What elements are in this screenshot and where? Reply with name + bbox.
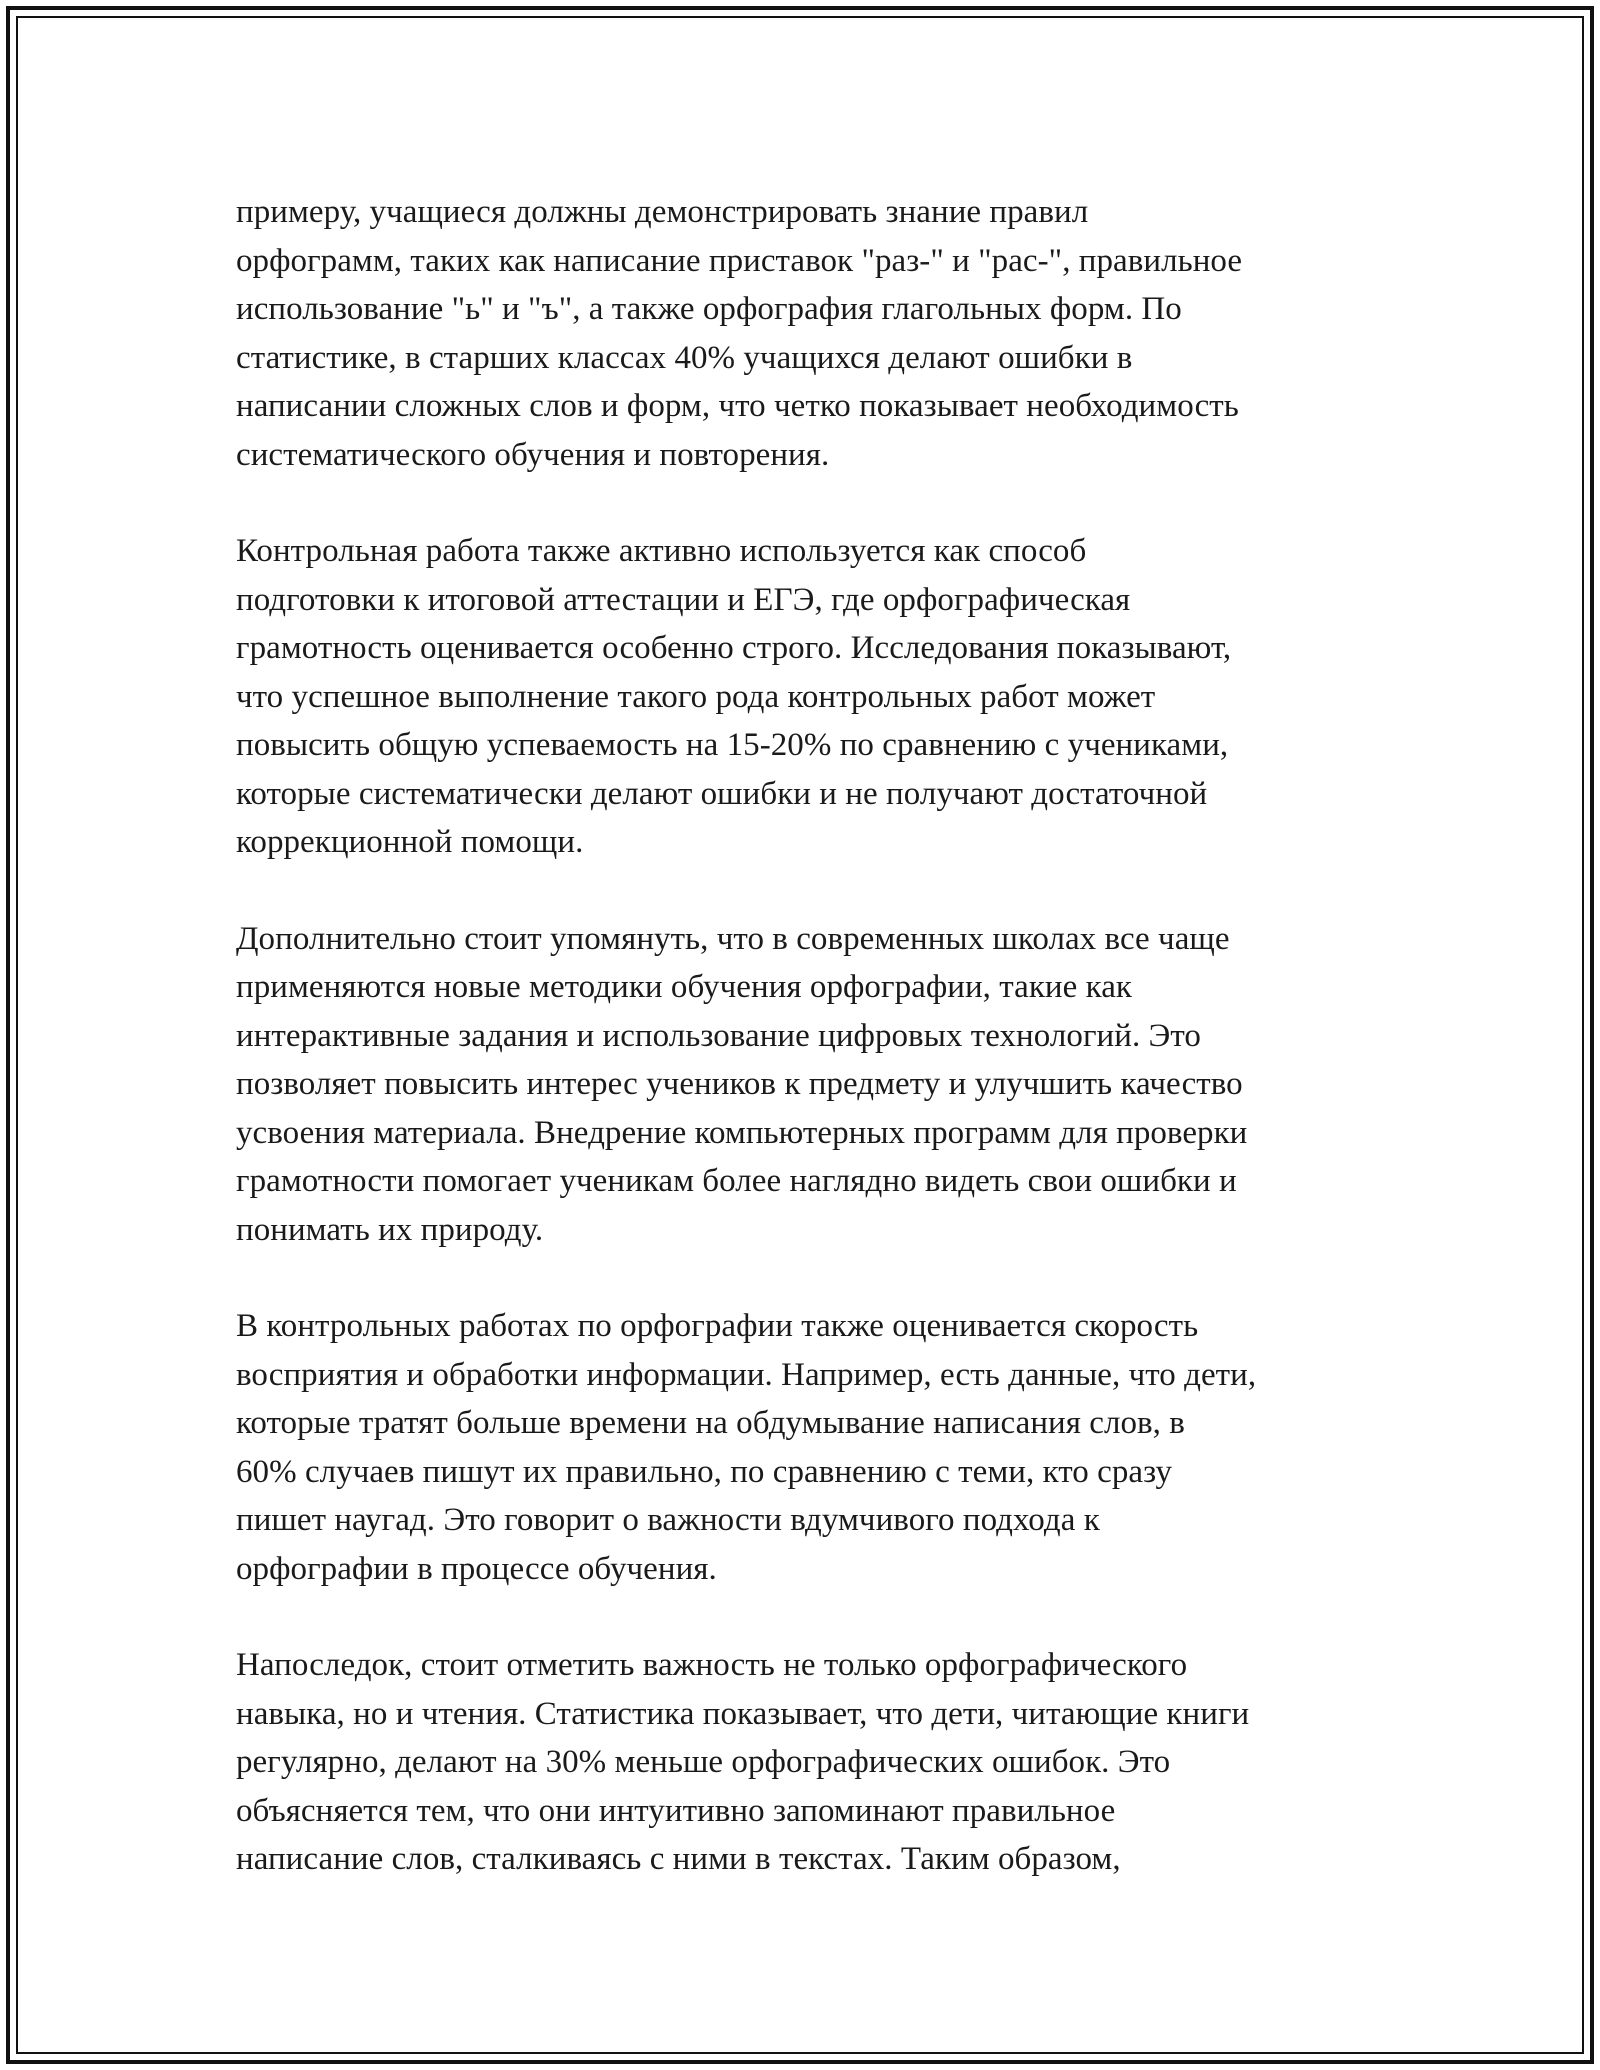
- paragraph-5: Напоследок, стоит отметить важность не только орфографического навыка, но и чтения. Статистика показывает, что дети, читающие книги регулярно, делают на 30% меньше орфографических ошибок. Это объясняется тем, что они интуитивно запоминают правильное написание слов, сталкиваясь с ними в текстах. Таким образом,: [236, 1647, 1250, 1877]
- paragraph-2: Контрольная работа также активно используется как способ подготовки к итоговой аттестации и ЕГЭ, где орфографическая грамотность оценивается особенно строго. Исследования показывают, что успешное выполнение такого рода контрольных работ может повысить общую успеваемость на 15-20% по сравнению с учениками, которые систематически делают ошибки и не получают достаточной коррекционной помощи.: [236, 533, 1232, 860]
- document-body: [236, 188, 1396, 1932]
- paragraph-4: В контрольных работах по орфографии также оценивается скорость восприятия и обработки информации. Например, есть данные, что дети, которые тратят больше времени на обдумывание написания слов, в 60% случаев пишут их правильно, по сравнению с теми, кто сразу пишет наугад. Это говорит о важности вдумчивого подхода к орфографии в процессе обучения.: [236, 1308, 1257, 1587]
- paragraph-3: Дополнительно стоит упомянуть, что в современных школах все чаще применяются новые методики обучения орфографии, такие как интерактивные задания и использование цифровых технологий. Это позволяет повысить интерес учеников к предмету и улучшить качество усвоения материала. Внедрение компьютерных программ для проверки грамотности помогает ученикам более наглядно видеть свои ошибки и понимать их природу.: [236, 920, 1248, 1248]
- paragraph-1: примеру, учащиеся должны демонстрировать знание правил орфограмм, таких как написание приставок "раз-" и "рас-", правильное использование "ь" и "ъ", а также орфография глагольных форм. По статистике, в старших классах 40% учащихся делают ошибки в написании сложных слов и форм, что четко показывает необходимость систематического обучения и повторения.: [236, 194, 1243, 473]
